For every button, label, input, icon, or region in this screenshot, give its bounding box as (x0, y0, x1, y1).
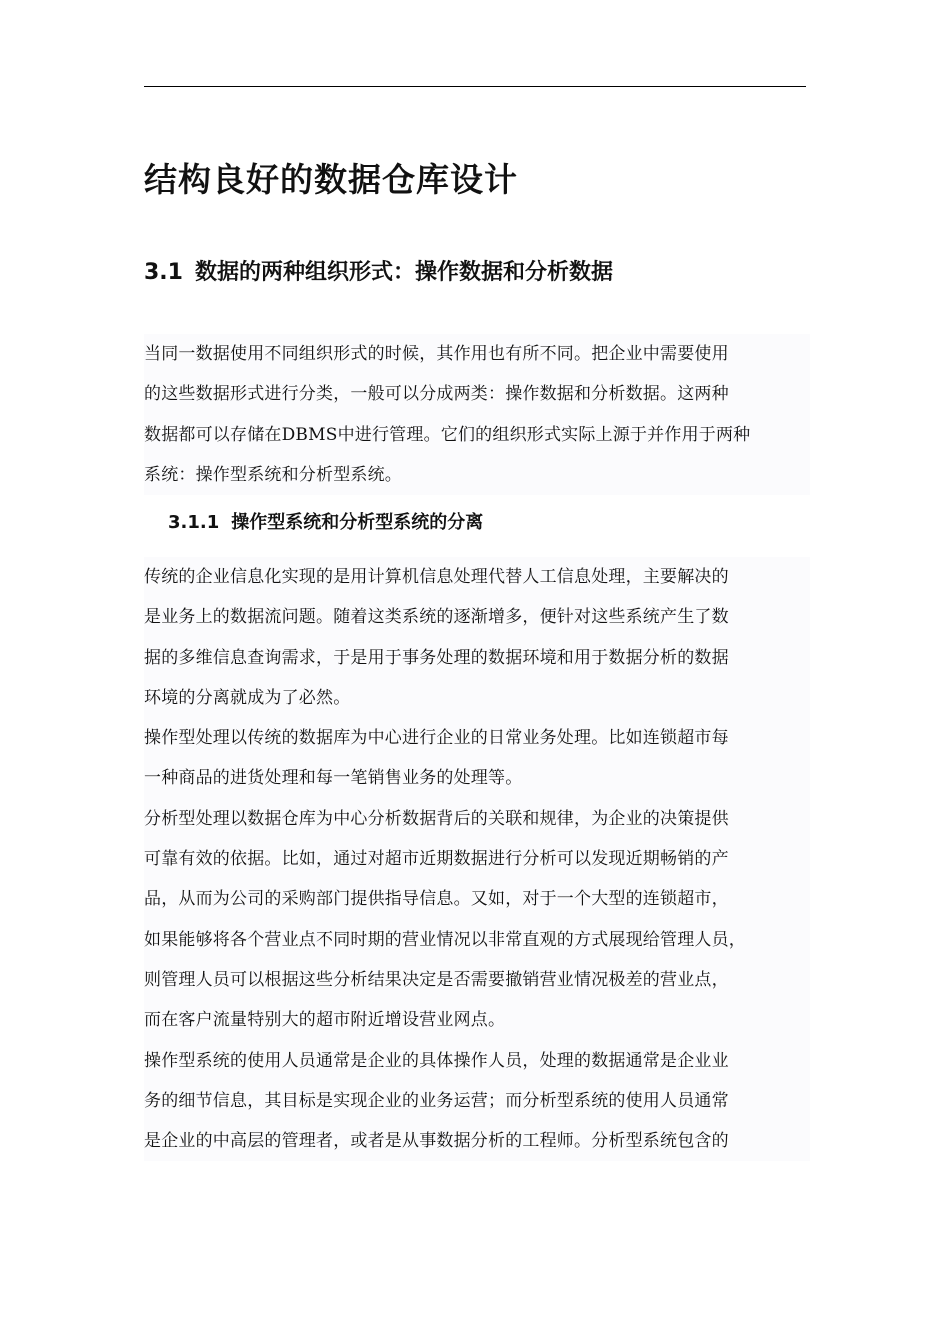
paragraph-line: 数据都可以存储在DBMS中进行管理。它们的组织形式实际上源于并作用于两种 (144, 424, 751, 445)
document-title: 结构良好的数据仓库设计 (144, 160, 518, 199)
subsection-title: 操作型系统和分析型系统的分离 (231, 512, 484, 533)
section-number: 3.1 (144, 260, 183, 285)
paragraph-line: 传统的企业信息化实现的是用计算机信息处理代替人工信息处理，主要解决的 (144, 567, 729, 587)
paragraph-line: 则管理人员可以根据这些分析结果决定是否需要撤销营业情况极差的营业点， (144, 969, 729, 990)
paragraph-line: 当同一数据使用不同组织形式的时候，其作用也有所不同。把企业中需要使用 (144, 344, 729, 364)
header-rule (144, 86, 806, 87)
paragraph-line: 操作型处理以传统的数据库为中心进行企业的日常业务处理。比如连锁超市每 (144, 728, 729, 749)
subsection-heading (168, 508, 483, 538)
paragraph-line: 系统：操作型系统和分析型系统。 (144, 464, 402, 485)
intro-paragraph (144, 334, 810, 495)
paragraph-line: 分析型处理以数据仓库为中心分析数据背后的关联和规律，为企业的决策提供 (144, 808, 729, 829)
paragraph-line: 的这些数据形式进行分类，一般可以分成两类：操作数据和分析数据。这两种 (144, 384, 729, 405)
paragraph-line: 是企业的中高层的管理者，或者是从事数据分析的工程师。分析型系统包含的 (144, 1131, 729, 1152)
section-heading (144, 256, 613, 290)
paragraph-line: 是业务上的数据流问题。随着这类系统的逐渐增多，便针对这些系统产生了数 (144, 607, 729, 628)
subsection-number: 3.1.1 (168, 512, 220, 533)
paragraph-line: 务的细节信息，其目标是实现企业的业务运营；而分析型系统的使用人员通常 (144, 1090, 729, 1111)
paragraph-line: 而在客户流量特别大的超市附近增设营业网点。 (144, 1010, 506, 1031)
paragraph-line: 据的多维信息查询需求，于是用于事务处理的数据环境和用于数据分析的数据 (144, 647, 729, 668)
paragraph-line: 环境的分离就成为了必然。 (144, 687, 351, 708)
section-title: 数据的两种组织形式：操作数据和分析数据 (194, 260, 613, 285)
paragraph-line: 如果能够将各个营业点不同时期的营业情况以非常直观的方式展现给管理人员， (144, 929, 746, 950)
paragraph-line: 可靠有效的依据。比如，通过对超市近期数据进行分析可以发现近期畅销的产 (144, 849, 729, 870)
paragraph-line: 一种商品的进货处理和每一笔销售业务的处理等。 (144, 768, 523, 789)
body-text (144, 557, 810, 1161)
paragraph-line: 品，从而为公司的采购部门提供指导信息。又如，对于一个大型的连锁超市， (144, 889, 729, 910)
paragraph-line: 操作型系统的使用人员通常是企业的具体操作人员，处理的数据通常是企业业 (144, 1050, 729, 1071)
